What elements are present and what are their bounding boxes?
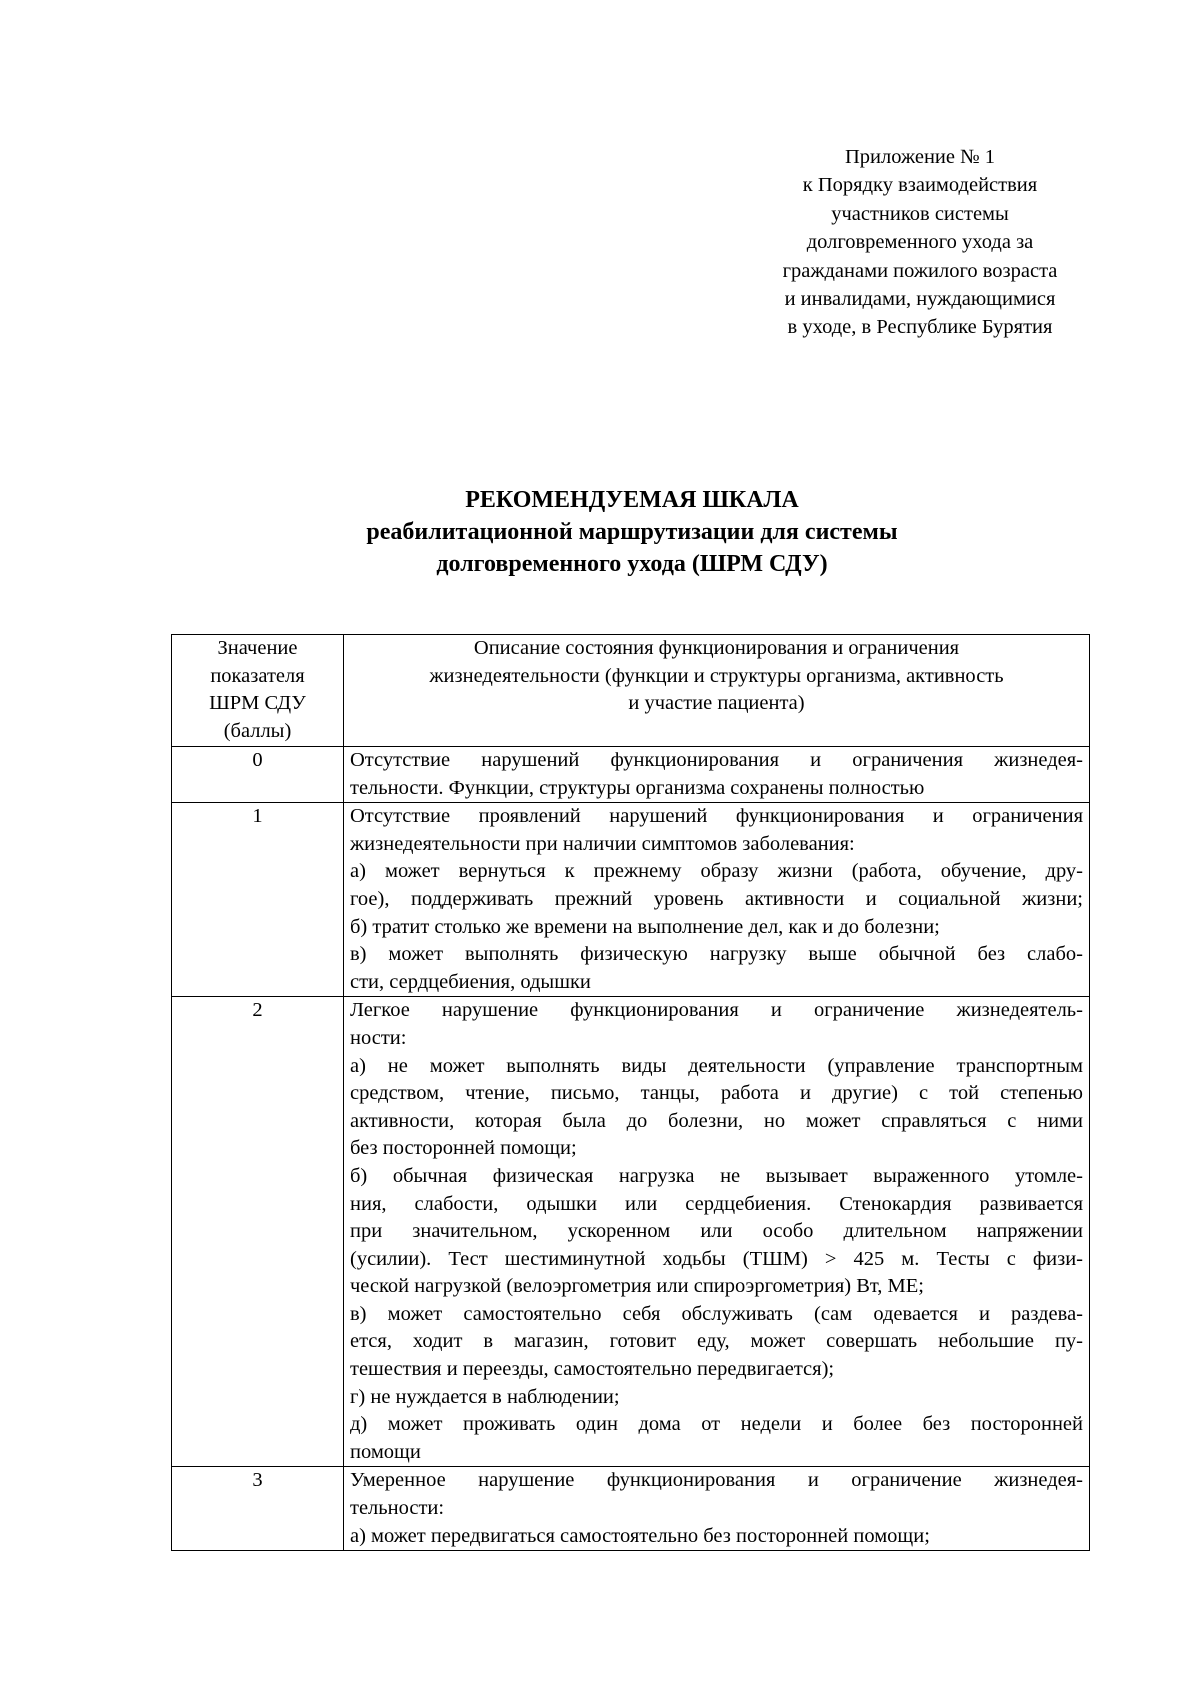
description-line: Легкое нарушение функционирования и ограничение жизнедеятель- <box>350 999 1083 1022</box>
description-line: (усилии). Тест шестиминутной ходьбы (ТШМ) > 425 м. Тесты с физи- <box>350 1247 1083 1270</box>
header-score-line: Значение <box>217 637 298 659</box>
table-row <box>172 803 1090 997</box>
description-line: в) может выполнять физическую нагрузку выше обычной без слабо- <box>350 943 1083 966</box>
header-score-line: ШРМ СДУ <box>209 692 306 715</box>
appendix-line: гражданами пожилого возраста <box>782 259 1058 282</box>
description-cell <box>344 747 1090 803</box>
table-row <box>172 1467 1090 1551</box>
description-line: ности: <box>350 1026 407 1049</box>
appendix-line: в уходе, в Республике Бурятия <box>787 316 1053 339</box>
description-line: ется, ходит в магазин, готовит еду, может совершать небольшие пу- <box>350 1330 1083 1353</box>
description-line: сти, сердцебиения, одышки <box>350 970 591 993</box>
appendix-line: к Порядку взаимодействия <box>802 174 1038 197</box>
scale-table <box>171 634 1090 1551</box>
header-description-line: Описание состояния функционирования и ограничения <box>473 637 960 659</box>
description-line: без посторонней помощи; <box>350 1137 577 1160</box>
description-line: активности, которая была до болезни, но может справляться с ними <box>350 1109 1083 1132</box>
description-line: тельности: <box>350 1497 445 1520</box>
table-row <box>172 747 1090 803</box>
description-cell <box>344 1467 1090 1551</box>
description-line: а) может передвигаться самостоятельно без посторонней помощи; <box>350 1524 930 1547</box>
header-description-line: жизнедеятельности (функции и структуры организма, активность <box>429 664 1004 687</box>
score-cell: 2 <box>172 997 344 1467</box>
appendix-note <box>740 143 1100 342</box>
description-line: а) не может выполнять виды деятельности (управление транспортным <box>350 1054 1083 1077</box>
table-row <box>172 997 1090 1467</box>
appendix-line: и инвалидами, нуждающимися <box>784 288 1056 311</box>
score-cell: 3 <box>172 1467 344 1551</box>
description-line: тешествия и переезды, самостоятельно передвигается); <box>350 1358 835 1381</box>
description-line: средством, чтение, письмо, танцы, работа и другие) с той степенью <box>350 1082 1083 1105</box>
description-line: помощи <box>350 1440 421 1463</box>
score-cell: 0 <box>172 747 344 803</box>
description-line: а) может вернуться к прежнему образу жизни (работа, обучение, дру- <box>350 860 1083 883</box>
description-line: ческой нагрузкой (велоэргометрия или спироэргометрия) Вт, МЕ; <box>350 1275 924 1298</box>
header-description-line: и участие пациента) <box>628 692 805 715</box>
appendix-line: Приложение № 1 <box>844 146 996 168</box>
description-line: жизнедеятельности при наличии симптомов заболевания: <box>350 832 855 855</box>
description-line: Отсутствие нарушений функционирования и ограничения жизнедея- <box>350 749 1083 771</box>
description-line: ния, слабости, одышки или сердцебиения. Стенокардия развивается <box>350 1192 1083 1215</box>
description-line: Отсутствие проявлений нарушений функционирования и ограничения <box>350 805 1083 828</box>
description-line: при значительном, ускоренном или особо длительном напряжении <box>350 1220 1083 1243</box>
header-score-line: (баллы) <box>223 719 292 742</box>
table-header-row <box>172 635 1090 747</box>
description-line: тельности. Функции, структуры организма сохранены полностью <box>350 776 925 799</box>
header-description-cell <box>344 635 1090 747</box>
description-line: Умеренное нарушение функционирования и ограничение жизнедея- <box>350 1469 1083 1492</box>
header-score-cell <box>172 635 344 747</box>
description-line: б) тратит столько же времени на выполнение дел, как и до болезни; <box>350 915 940 938</box>
description-line: в) может самостоятельно себя обслуживать (сам одевается и раздева- <box>350 1302 1083 1325</box>
description-line: д) может проживать один дома от недели и более без посторонней <box>350 1413 1083 1436</box>
appendix-line: участников системы <box>831 202 1009 225</box>
title-line: РЕКОМЕНДУЕМАЯ ШКАЛА <box>465 487 799 513</box>
description-line: б) обычная физическая нагрузка не вызывает выраженного утомле- <box>350 1164 1083 1187</box>
description-line: г) не нуждается в наблюдении; <box>350 1385 620 1408</box>
header-score-line: показателя <box>210 664 305 687</box>
description-line: гое), поддерживать прежний уровень активности и социальной жизни; <box>350 887 1083 910</box>
score-cell: 1 <box>172 803 344 997</box>
description-cell <box>344 997 1090 1467</box>
appendix-line: долговременного ухода за <box>806 231 1034 254</box>
title-line: долговременного ухода (ШРМ СДУ) <box>436 551 828 577</box>
description-cell <box>344 803 1090 997</box>
title-line: реабилитационной маршрутизации для системы <box>366 519 898 545</box>
document-title <box>160 484 1104 580</box>
